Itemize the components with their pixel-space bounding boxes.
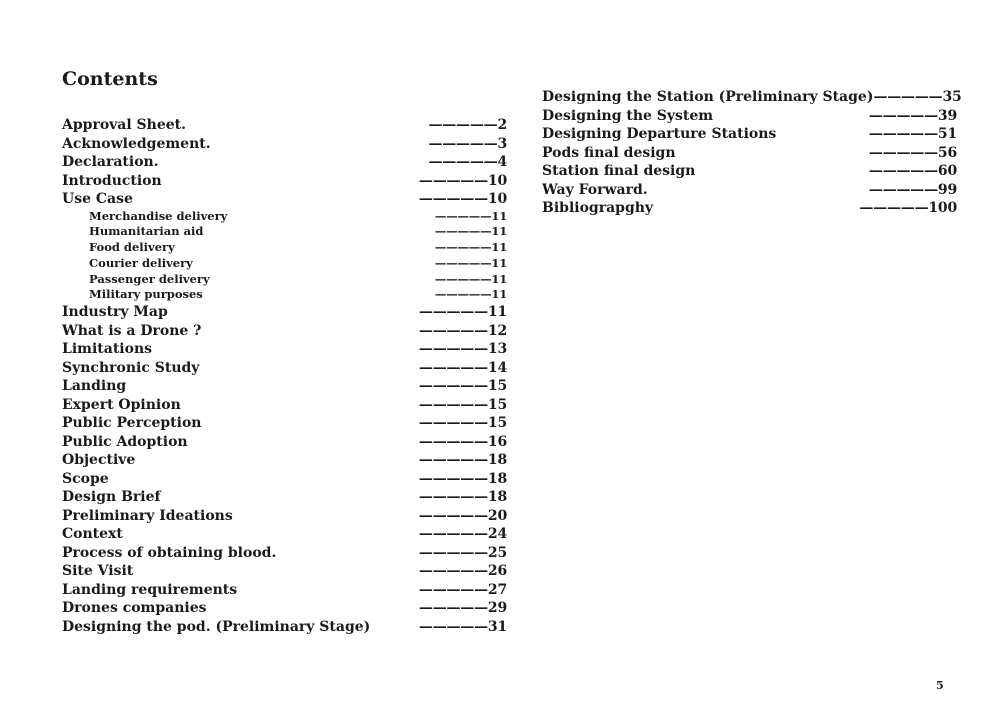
toc-entry-label: What is a Drone ? [62, 322, 202, 339]
toc-entry-label: Process of obtaining blood. [62, 544, 277, 561]
toc-entry-label: Pods final design [542, 144, 676, 161]
toc-entry-page: —————10 [418, 191, 507, 207]
toc-entry-page: —————13 [418, 341, 507, 358]
toc-entry-label: Acknowledgement. [62, 135, 211, 152]
toc-entry-label: Courier delivery [89, 255, 193, 270]
toc-entry-page: —————12 [418, 322, 507, 339]
toc-entry-page: —————18 [418, 489, 507, 506]
toc-entry [62, 116, 507, 135]
toc-entry-page: —————10 [418, 172, 507, 189]
toc-entry [62, 470, 507, 489]
toc-entry-label: Limitations [62, 341, 153, 358]
toc-entry-label: Objective [62, 452, 136, 469]
toc-entry-label: Way Forward. [542, 181, 648, 198]
toc-entry-page: —————25 [418, 544, 507, 561]
toc-entry-page: —————11 [434, 271, 507, 286]
toc-entry [62, 544, 507, 563]
toc-entry-page: —————51 [868, 126, 957, 142]
toc-entry-page: —————14 [418, 359, 507, 376]
toc-entry [62, 599, 507, 618]
toc-entry-page: —————31 [418, 618, 507, 635]
toc-subentry [62, 209, 507, 225]
toc-entry-page: —————60 [868, 163, 957, 179]
toc-entry [62, 451, 507, 470]
toc-entry-page: —————27 [418, 581, 507, 598]
toc-entry-label: Industry Map [62, 304, 168, 321]
toc-entry-label: Approval Sheet. [62, 117, 186, 133]
toc-entry-label: Bibliograpghy [542, 200, 654, 216]
toc-entry-label: Synchronic Study [62, 359, 200, 376]
toc-entry-page: —————39 [868, 107, 957, 124]
toc-entry-label: Food delivery [89, 240, 175, 255]
toc-entry-page: —————99 [868, 181, 957, 198]
toc-entry-page: —————24 [418, 526, 507, 543]
toc-entry-page: —————15 [418, 415, 507, 432]
toc-entry-page: —————18 [418, 470, 507, 487]
toc-entry [542, 199, 957, 218]
toc-subentry [62, 272, 507, 288]
toc-entry-label: Merchandise delivery [89, 208, 228, 223]
toc-entry [62, 488, 507, 507]
toc-entry-label: Public Perception [62, 415, 202, 432]
toc-entry-page: —————20 [418, 507, 507, 524]
toc-entry-label: Context [62, 526, 123, 543]
toc-subentry [62, 240, 507, 256]
toc-entry [62, 303, 507, 322]
toc-entry-label: Site Visit [62, 563, 134, 580]
toc-entry-label: Designing the System [542, 107, 714, 124]
toc-entry [62, 562, 507, 581]
toc-entry-page: —————4 [428, 154, 507, 170]
toc-entry [62, 322, 507, 341]
page-number: 5 [936, 679, 944, 692]
toc-entry-page: —————29 [418, 600, 507, 617]
toc-entry-label: Scope [62, 470, 109, 487]
toc-entry [62, 618, 507, 637]
toc-entry-page: —————15 [418, 378, 507, 395]
toc-entry-label: Designing the Station (Preliminary Stage) [542, 89, 874, 105]
toc-entry-label: Public Adoption [62, 433, 188, 450]
toc-entry [62, 359, 507, 378]
toc-entry-label: Designing Departure Stations [542, 126, 777, 142]
toc-entry [62, 172, 507, 191]
toc-entry-page: —————11 [434, 208, 507, 223]
toc-entry-label: Humanitarian aid [89, 224, 204, 239]
toc-entry [62, 507, 507, 526]
toc-entry [542, 125, 957, 144]
toc-entry [62, 377, 507, 396]
toc-entry-label: Landing requirements [62, 581, 238, 598]
toc-entry-page: —————15 [418, 396, 507, 413]
toc-entry-page: —————26 [418, 563, 507, 580]
toc-entry-page: —————18 [418, 452, 507, 469]
toc-entry [542, 144, 957, 163]
toc-entry-page: —————100 [859, 200, 957, 216]
toc-entry [62, 581, 507, 600]
toc-subentry [62, 287, 507, 303]
toc-entry-page: —————11 [434, 255, 507, 270]
toc-entry-label: Preliminary Ideations [62, 507, 233, 524]
toc-entry [62, 135, 507, 154]
toc-entry-page: —————2 [428, 117, 507, 133]
toc-entry [62, 414, 507, 433]
toc-entry [62, 190, 507, 209]
toc-entry-page: —————56 [868, 144, 957, 161]
toc-entry [542, 181, 957, 200]
toc-entry-page: —————11 [434, 240, 507, 255]
page-title: Contents [62, 68, 158, 90]
toc-entry [62, 433, 507, 452]
toc-entry-label: Station final design [542, 163, 696, 179]
toc-entry-page: —————11 [434, 287, 507, 302]
toc-entry-label: Passenger delivery [89, 271, 210, 286]
toc-entry-label: Design Brief [62, 489, 161, 506]
toc-entry-page: —————11 [418, 304, 507, 321]
toc-entry-label: Expert Opinion [62, 396, 181, 413]
toc-entry-label: Military purposes [89, 287, 203, 302]
toc-entry-label: Landing [62, 378, 127, 395]
toc-entry-page: —————3 [428, 135, 507, 152]
toc-entry-page: —————16 [418, 433, 507, 450]
toc-entry [62, 525, 507, 544]
toc-entry [62, 340, 507, 359]
toc-entry-label: Introduction [62, 172, 162, 189]
toc-entry [542, 88, 962, 107]
toc-entry [62, 396, 507, 415]
toc-entry [542, 107, 957, 126]
toc-entry-page: —————11 [434, 224, 507, 239]
toc-entry [542, 162, 957, 181]
toc-entry [62, 153, 507, 172]
toc-entry-page: —————35 [873, 89, 962, 105]
toc-entry-label: Declaration. [62, 154, 159, 170]
toc-entry-label: Designing the pod. (Preliminary Stage) [62, 618, 371, 635]
toc-subentry [62, 224, 507, 240]
toc-entry-label: Drones companies [62, 600, 207, 617]
toc-left-column [62, 116, 507, 636]
toc-right-column [542, 88, 962, 218]
toc-subentry [62, 256, 507, 272]
toc-entry-label: Use Case [62, 191, 133, 207]
